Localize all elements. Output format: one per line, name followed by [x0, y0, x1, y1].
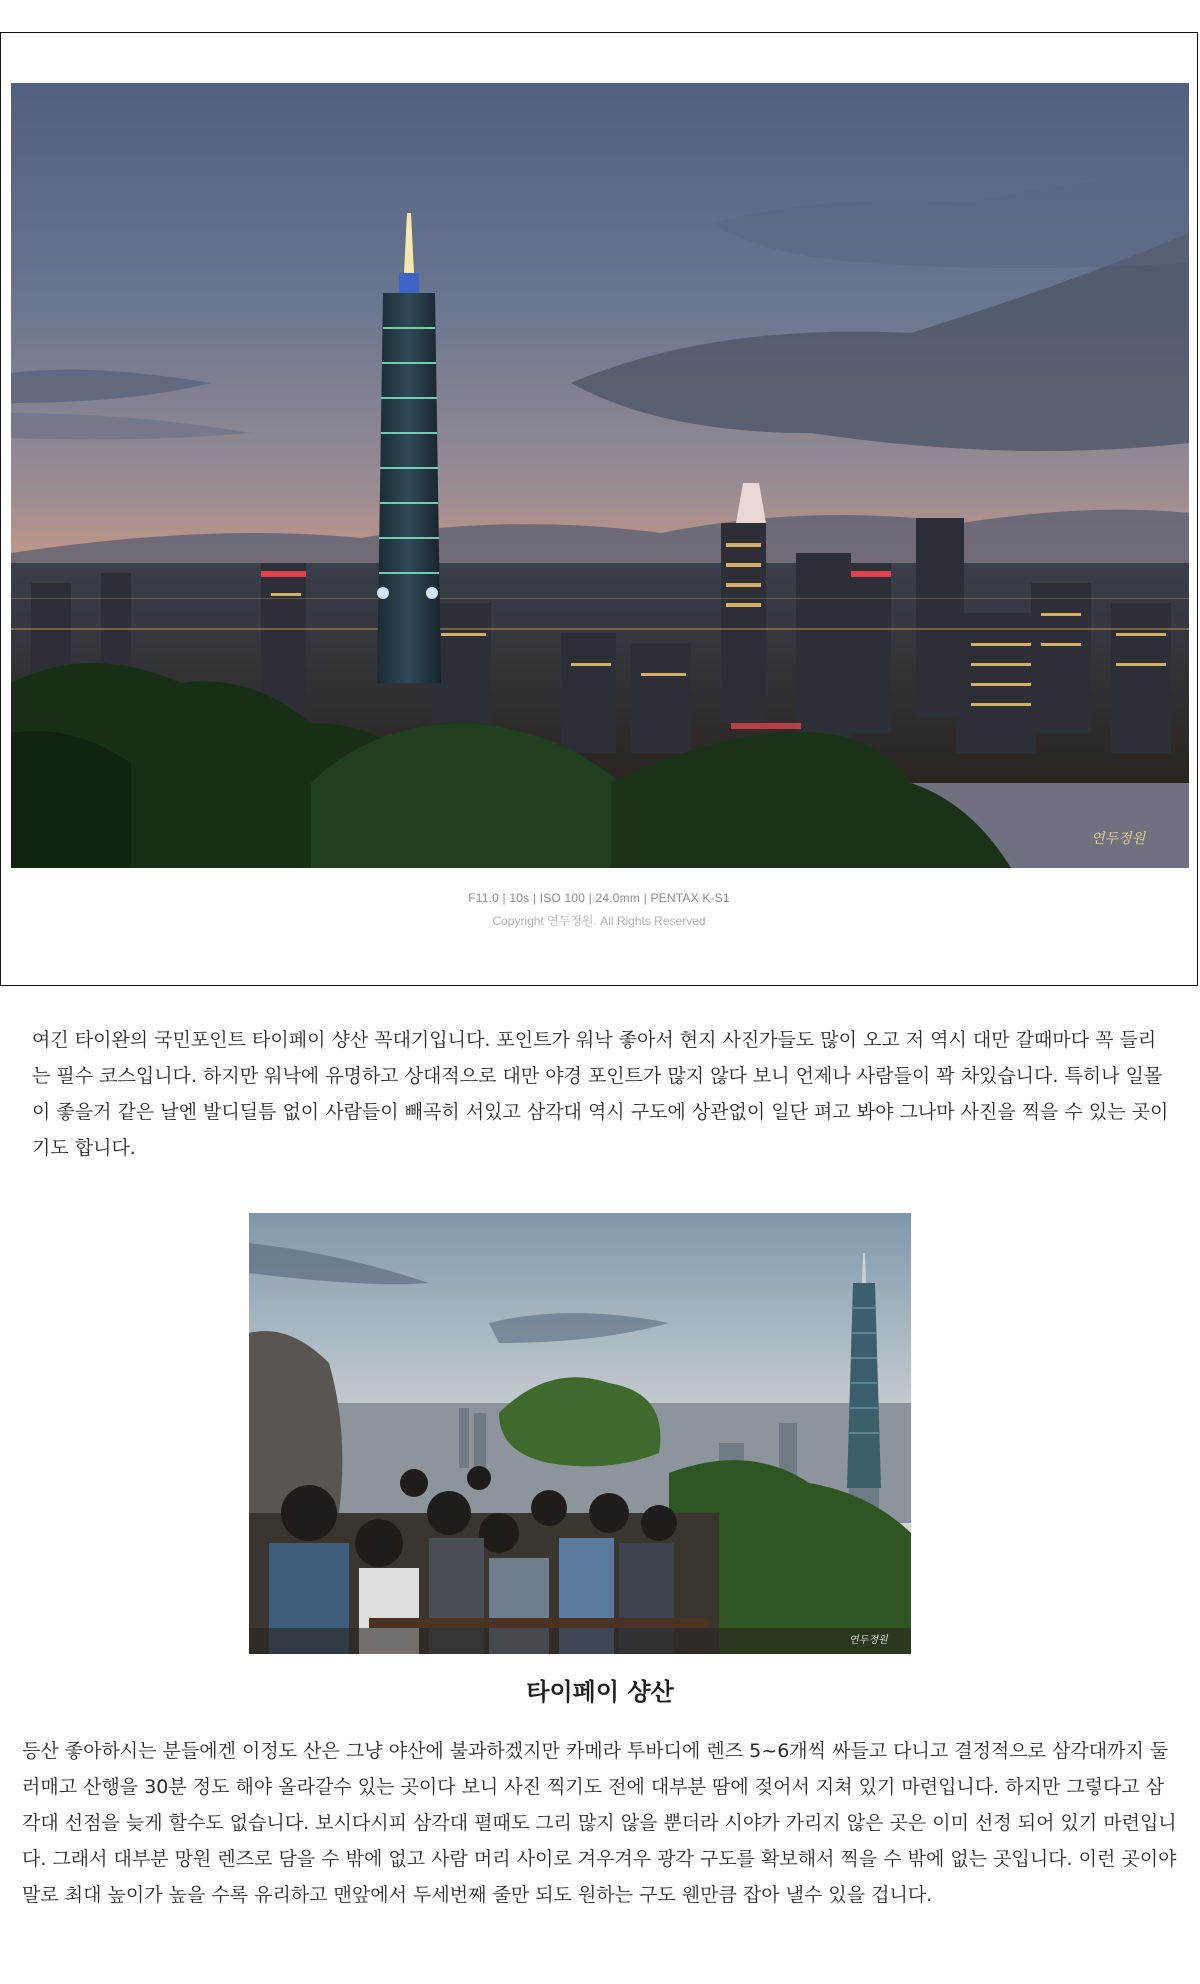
hero-signature: 연두정원 — [1091, 831, 1146, 847]
body-paragraph-1: 여긴 타이완의 국민포인트 타이페이 샹산 꼭대기입니다. 포인트가 워낙 좋아서 현지 사진가들도 많이 오고 저 역시 대만 갈때마다 꼭 들리는 필수 코스입니다. 하지만 워낙에 유명하고 상대적으로 대만 야경 포인트가 많지 않다 보니 언제나 사람들이 꽉 차있습니다. 특히나 일몰이 좋을거 같은 날엔 발디딜틈 없이 사람들이 빼곡히 서있고 삼각대 역시 구도에 상관없이 일단 펴고 봐야 그나마 사진을 찍을 수 있는 곳이기도 합니다. — [32, 1029, 1169, 1159]
photo-frame — [0, 32, 1198, 986]
crowd-illustration — [249, 1213, 911, 1654]
taipei-night-skyline-photo — [11, 83, 1189, 868]
skyline-illustration — [11, 83, 1189, 868]
crowd-at-elephant-mountain-photo — [249, 1213, 911, 1654]
photo-caption: 타이페이 샹산 — [526, 1678, 674, 1706]
body-paragraph-2: 등산 좋아하시는 분들에겐 이정도 산은 그냥 야산에 불과하겠지만 카메라 투바디에 렌즈 5~6개씩 싸들고 다니고 결정적으로 삼각대까지 둘러매고 산행을 30분 정도 해야 올라갈수 있는 곳이다 보니 사진 찍기도 전에 대부분 땀에 젖어서 지쳐 있기 마련입니다. 하지만 그렇다고 삼각대 선점을 늦게 할수도 없습니다. 보시다시피 삼각대 펼때도 그리 많지 않을 뿐더라 시야가 가리지 않은 곳은 이미 선정 되어 있기 마련입니다. 그래서 대부분 망원 렌즈로 담을 수 밖에 없고 사람 머리 사이로 겨우겨우 광각 구도를 확보해서 찍을 수 밖에 없는 곳입니다. 이런 곳이야말로 최대 높이가 높을 수록 유리하고 맨앞에서 두세번째 줄만 되도 원하는 구도 웬만큼 잡아 낼수 있을 겁니다. — [22, 1740, 1177, 1906]
photo2-signature: 연두정원 — [849, 1635, 888, 1646]
exif-caption: F11.0 | 10s | ISO 100 | 24.0mm | PENTAX K-S1 — [468, 891, 730, 905]
copyright-caption: Copyright 연두정원. All Rights Reserved — [492, 914, 706, 928]
